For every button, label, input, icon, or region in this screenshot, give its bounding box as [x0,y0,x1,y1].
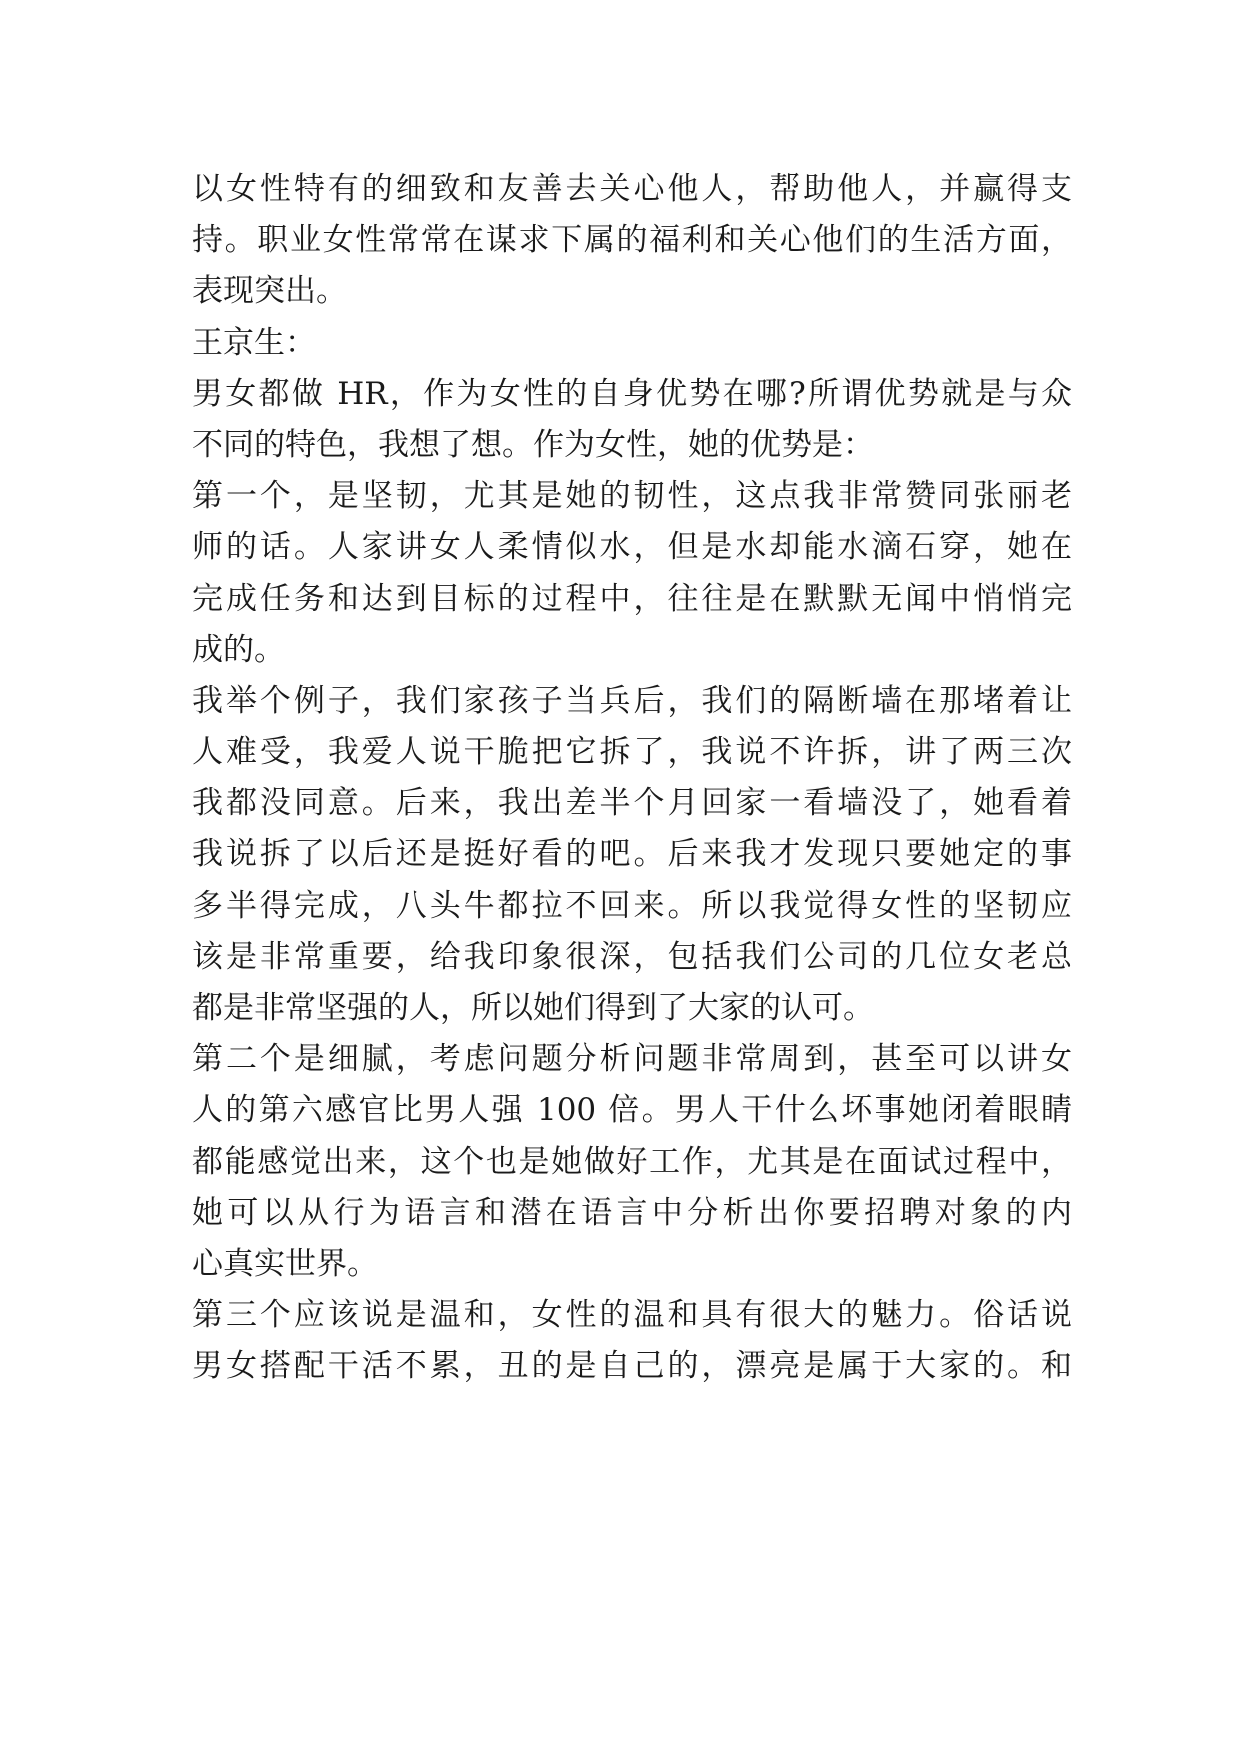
text-line: 成的。 [192,631,285,668]
text-line: 第三个应该说是温和，女性的温和具有很大的魅力。俗话说 [192,1297,1072,1334]
text-line: 都是非常坚强的人，所以她们得到了大家的认可。 [192,990,874,1026]
text-line: 都能感觉出来，这个也是她做好工作，尤其是在面试过程中， [192,1143,1072,1180]
text-line: 师的话。人家讲女人柔情似水，但是水却能水滴石穿，她在 [192,529,1072,566]
text-line: 持。职业女性常常在谋求下属的福利和关心他们的生活方面， [192,222,1072,259]
text-line: 我说拆了以后还是挺好看的吧。后来我才发现只要她定的事 [192,836,1072,873]
body-text [192,164,1072,1393]
text-line: 表现突出。 [192,273,347,310]
text-line: 第二个是细腻，考虑问题分析问题非常周到，甚至可以讲女 [192,1041,1072,1078]
text-line: 心真实世界。 [192,1245,378,1282]
text-line: 人的第六感官比男人强 100 倍。男人干什么坏事她闭着眼睛 [192,1092,1072,1129]
text-line: 该是非常重要，给我印象很深，包括我们公司的几位女老总 [192,938,1072,975]
text-line: 多半得完成，八头牛都拉不回来。所以我觉得女性的坚韧应 [192,887,1072,924]
text-line: 男女都做 HR，作为女性的自身优势在哪?所谓优势就是与众 [192,375,1072,412]
text-line: 人难受，我爱人说干脆把它拆了，我说不许拆，讲了两三次 [192,734,1072,771]
text-line: 以女性特有的细致和友善去关心他人，帮助他人，并赢得支 [192,171,1072,207]
text-line: 王京生： [192,324,316,361]
text-line: 完成任务和达到目标的过程中，往往是在默默无闻中悄悄完 [192,580,1072,617]
text-line: 第一个，是坚韧，尤其是她的韧性，这点我非常赞同张丽老 [192,478,1072,515]
text-line: 我举个例子，我们家孩子当兵后，我们的隔断墙在那堵着让 [192,682,1072,719]
text-line: 不同的特色，我想了想。作为女性，她的优势是： [192,426,874,463]
text-line: 她可以从行为语言和潜在语言中分析出你要招聘对象的内 [192,1194,1072,1231]
text-line: 男女搭配干活不累，丑的是自己的，漂亮是属于大家的。和 [192,1348,1072,1385]
text-line: 我都没同意。后来，我出差半个月回家一看墙没了，她看着 [192,785,1072,822]
